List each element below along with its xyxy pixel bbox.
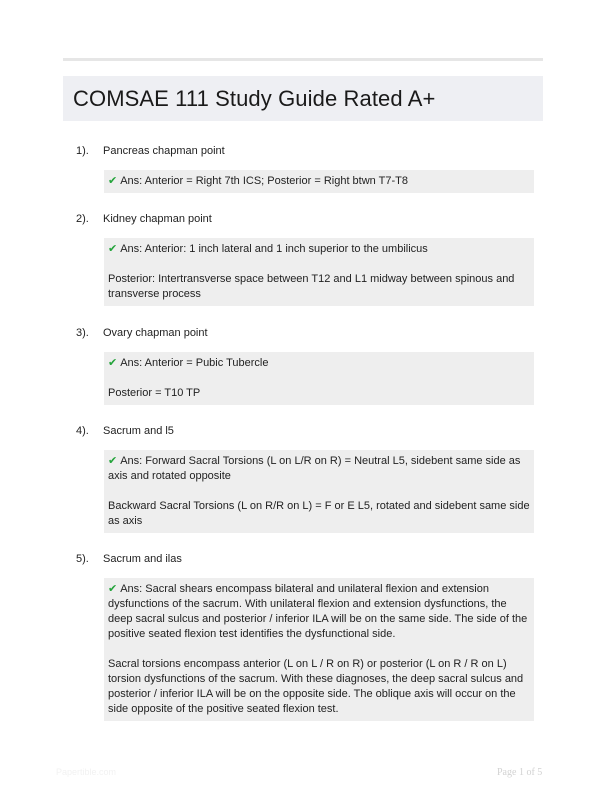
question-text: Kidney chapman point — [103, 213, 212, 225]
answer-text: Backward Sacral Torsions (L on R/R on L) = F or E L5, rotated and sidebent same side as axis — [108, 500, 530, 527]
page-title: COMSAE 111 Study Guide Rated A+ — [73, 85, 436, 111]
question-number: 2). — [76, 213, 89, 225]
answer-text: Ans: Sacral shears encompass bilateral and unilateral flexion and extension dysfunctions of the sacrum. With unilateral flexion and extension dysfunctions, the deep sacral sulcus and posterior / inferior ILA will be on the same side. The side of the positive seated flexion test identifies the dysfunctional side. — [108, 583, 528, 640]
check-icon: ✔ — [108, 455, 118, 467]
answer-text: Ans: Anterior = Pubic Tubercle — [120, 357, 269, 369]
check-icon: ✔ — [108, 243, 118, 255]
question-number: 3). — [76, 327, 89, 339]
question-number: 5). — [76, 553, 89, 565]
answer-text: Ans: Forward Sacral Torsions (L on L/R on R) = Neutral L5, sidebent same side as axis and rotated opposite — [108, 455, 521, 482]
check-icon: ✔ — [108, 175, 118, 187]
check-icon: ✔ — [108, 357, 118, 369]
answer-text: Sacral torsions encompass anterior (L on L / R on R) or posterior (L on R / R on L) torsion dysfunctions of the sacrum. With these diagnoses, the deep sacral sulcus and posterior / inferior ILA will be on the opposite side. The oblique axis will occur on the side opposite of the positive seated flexion test. — [108, 658, 524, 715]
answer-text: Posterior: Intertransverse space between T12 and L1 midway between spinous and transverse process — [108, 273, 515, 300]
page-indicator: Page 1 of 5 — [497, 767, 543, 778]
answer-box — [104, 578, 534, 721]
footer-watermark: Papertible.com — [56, 767, 117, 777]
answer-box — [104, 170, 534, 193]
question-text: Pancreas chapman point — [103, 145, 225, 157]
question-text: Sacrum and l5 — [103, 425, 174, 437]
question-text: Ovary chapman point — [103, 327, 208, 339]
top-divider — [63, 58, 543, 61]
answer-text: Ans: Anterior = Right 7th ICS; Posterior = Right btwn T7-T8 — [120, 175, 408, 187]
answer-box — [104, 238, 534, 306]
answer-box — [104, 450, 534, 533]
answer-text: Ans: Anterior: 1 inch lateral and 1 inch superior to the umbilicus — [120, 243, 428, 255]
title-banner — [63, 76, 543, 121]
answer-text: Posterior = T10 TP — [108, 387, 201, 399]
question-number: 1). — [76, 145, 89, 157]
check-icon: ✔ — [108, 583, 118, 595]
question-text: Sacrum and ilas — [103, 553, 182, 565]
question-number: 4). — [76, 425, 89, 437]
answer-box — [104, 352, 534, 405]
